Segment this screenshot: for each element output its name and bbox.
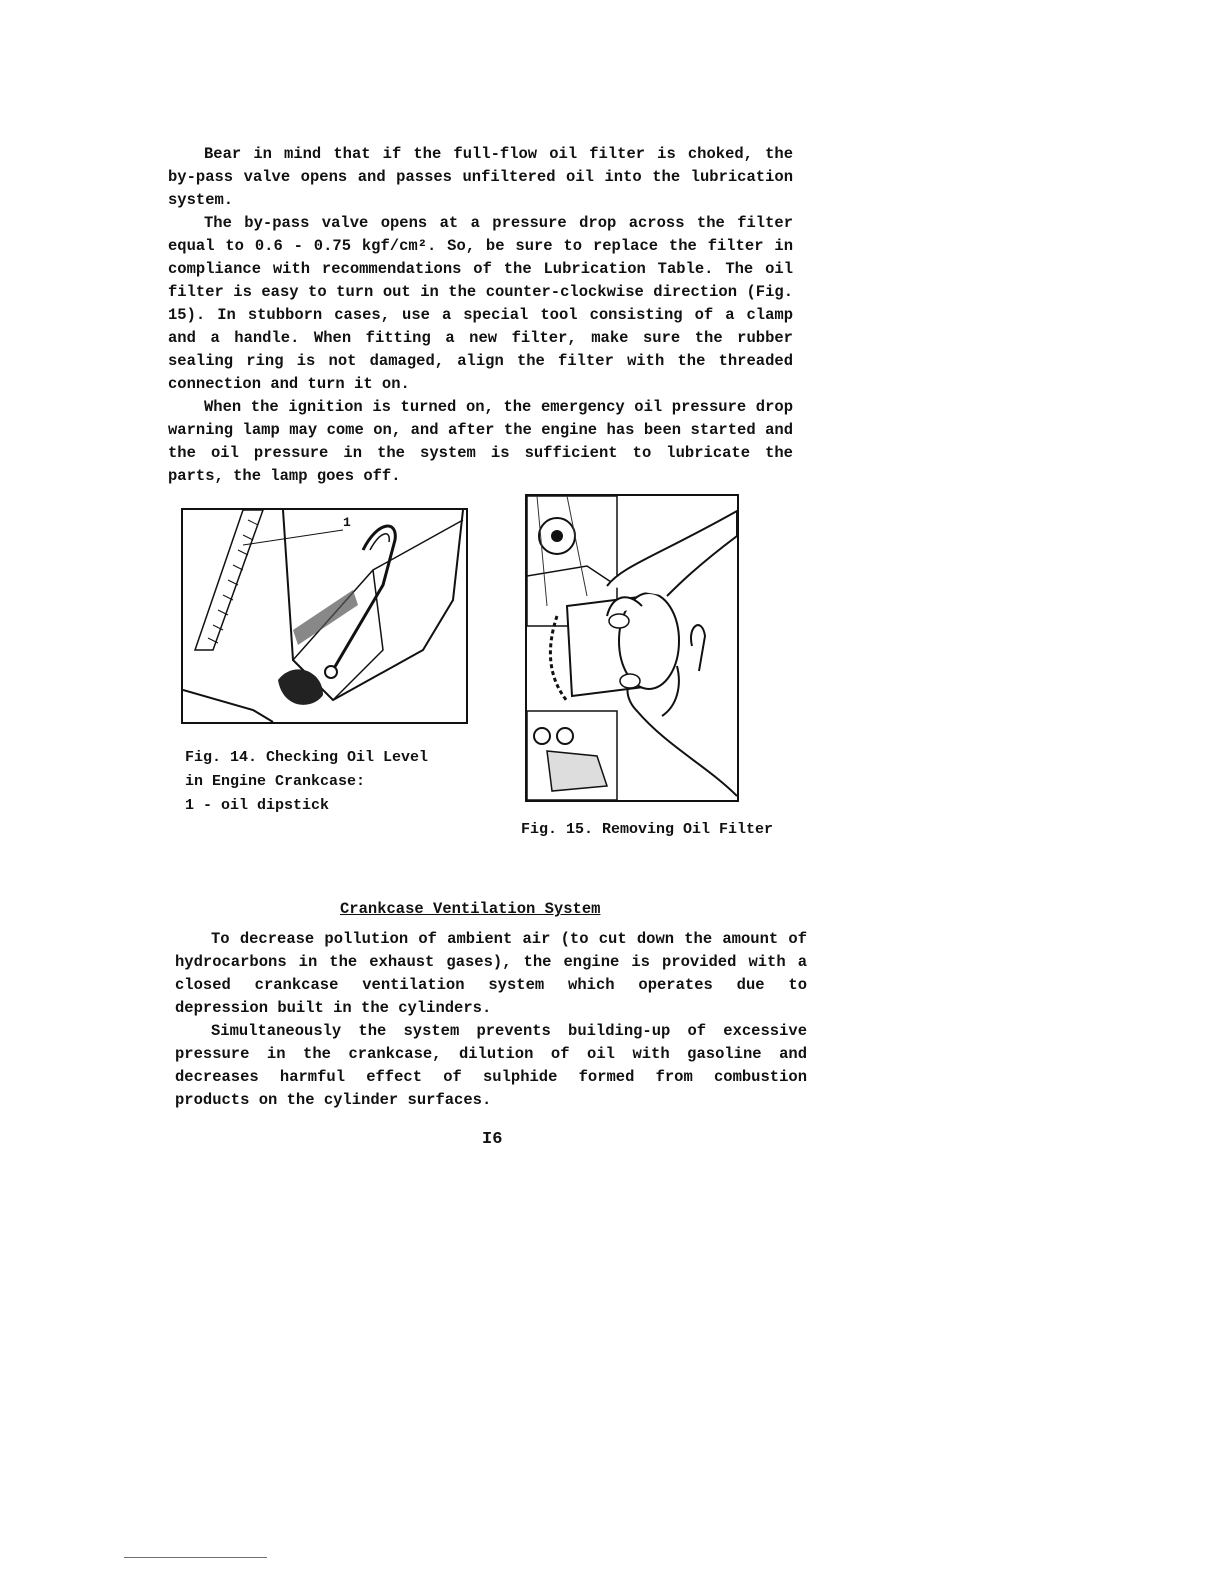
crankcase-drawing — [183, 510, 466, 722]
figure-14-caption — [185, 746, 485, 818]
figure-15-oil-filter-removal-illustration — [525, 494, 739, 802]
dipstick-tube — [195, 510, 263, 650]
figure-14-caption-line-2: in Engine Crankcase: — [185, 773, 366, 790]
filter-removal-drawing — [527, 496, 737, 800]
lubrication-text — [168, 143, 793, 488]
figure-14-oil-dipstick-illustration — [181, 508, 468, 724]
callout-number-1: 1 — [343, 515, 351, 530]
section-heading: Crankcase Ventilation System — [340, 900, 601, 918]
paragraph-filter-replacement: The by-pass valve opens at a pressure drop across the filter equal to 0.6 - 0.75 kgf/cm². So, be sure to replace the filter in compliance with recommendations of the Lubrication Table. The oil filter is easy to turn out in the counter-clockwise direction (Fig. 15). In stubborn cases, use a special tool consisting of a clamp and a handle. When fitting a new filter, make sure the rubber sealing ring is not damaged, align the filter with the threaded connection and turn it on. — [168, 214, 793, 393]
paragraph-bypass-valve: Bear in mind that if the full-flow oil filter is choked, the by-pass valve opens and passes unfiltered oil into the lubrication system. — [168, 145, 793, 209]
crankcase-ventilation-text — [175, 928, 807, 1112]
paragraph-pressure: Simultaneously the system prevents building-up of excessive pressure in the crankcase, dilution of oil with gasoline and decreases harmful effect of sulphide formed from combustion products on the cylinder surfaces. — [175, 1022, 807, 1109]
figure-14-caption-line-3: 1 - oil dipstick — [185, 797, 330, 814]
paragraph-pollution: To decrease pollution of ambient air (to cut down the amount of hydrocarbons in the exhaust gases), the engine is provided with a closed crankcase ventilation system which operates due to depression built in the cylinders. — [175, 930, 807, 1017]
figure-14-caption-line-1: Fig. 14. Checking Oil Level — [185, 749, 429, 766]
paragraph-warning-lamp: When the ignition is turned on, the emergency oil pressure drop warning lamp may come on, and after the engine has been started and the oil pressure in the system is sufficient to lubricate the parts, the lamp goes off. — [168, 398, 793, 485]
footnote-divider — [124, 1557, 267, 1558]
figure-15-caption: Fig. 15. Removing Oil Filter — [521, 821, 774, 838]
page-number: I6 — [482, 1130, 503, 1149]
